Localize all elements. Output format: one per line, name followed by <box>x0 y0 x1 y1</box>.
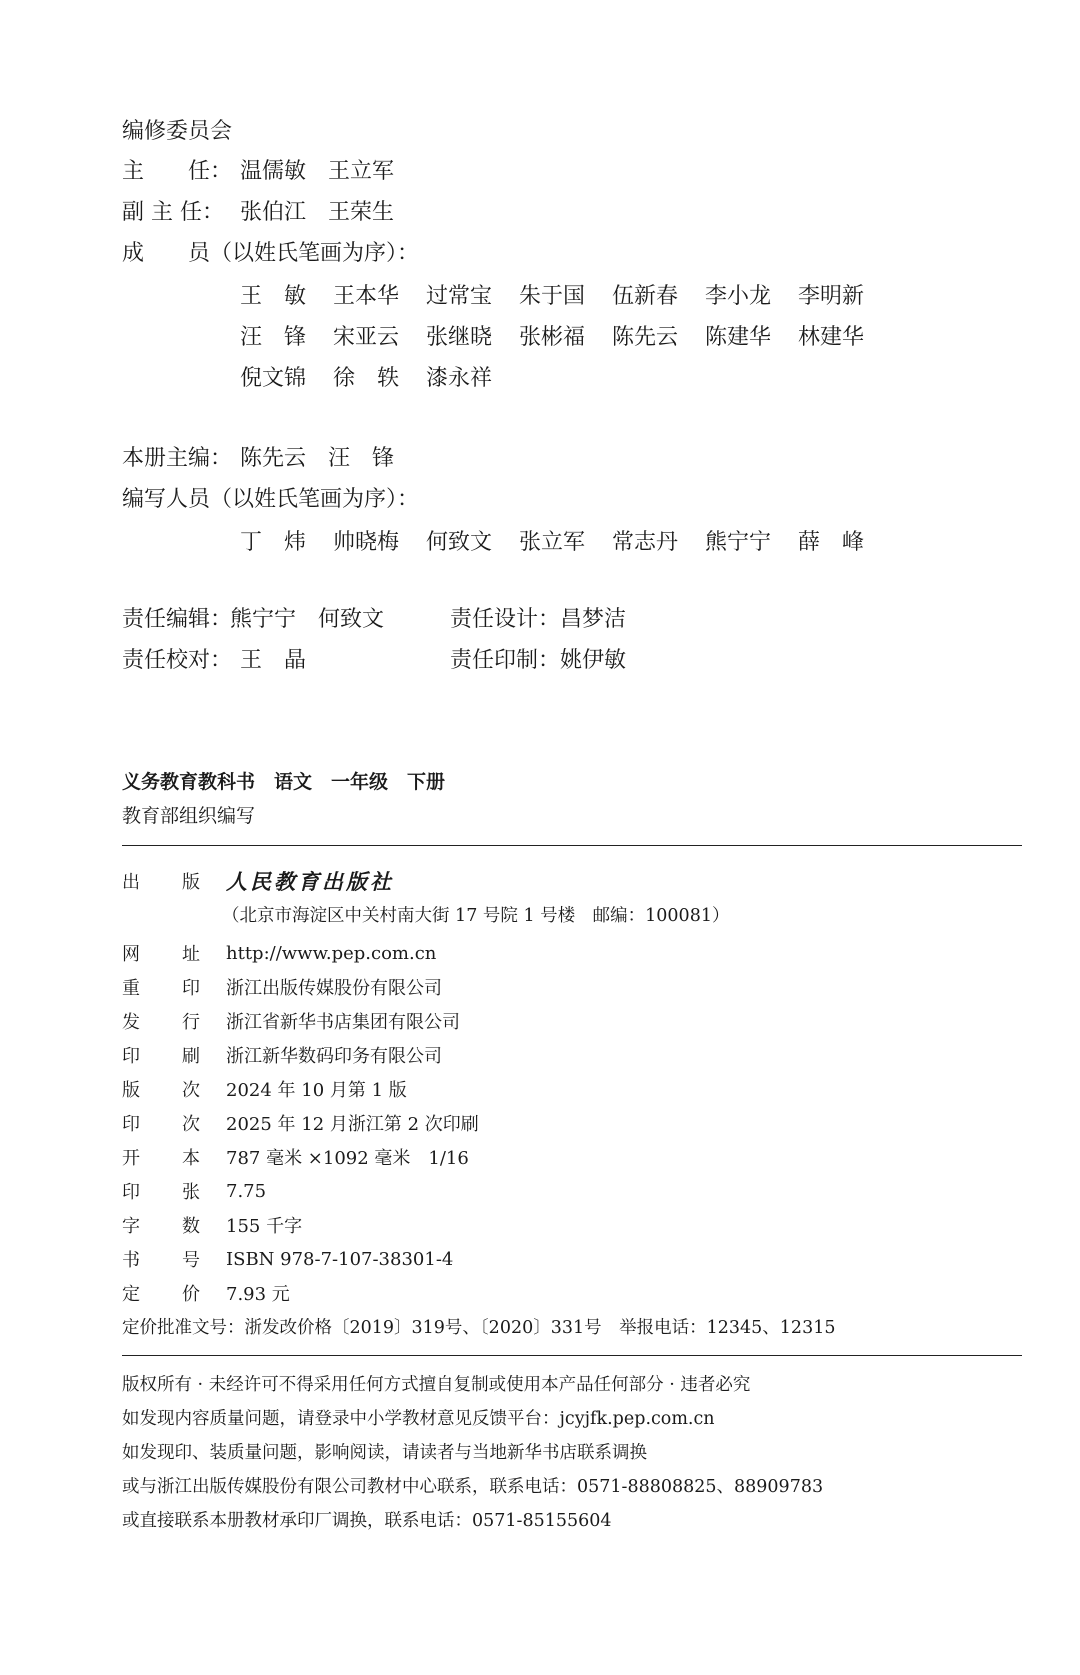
members-row <box>240 315 891 356</box>
publisher-logo: 人民教育出版社 <box>226 869 394 894</box>
publication-row <box>122 1208 302 1242</box>
publication-row-label <box>122 1042 224 1068</box>
chief-editor-label: 本册主编： <box>122 446 233 471</box>
publication-row <box>122 1072 407 1106</box>
member-name: 张彬福 <box>519 325 586 350</box>
label-char: 书 <box>122 1250 140 1271</box>
member-name: 张继晓 <box>426 325 493 350</box>
label-char: 版 <box>182 872 200 893</box>
directors: 温儒敏 王立军 <box>240 159 395 184</box>
responsible-proof: 王 晶 <box>240 648 307 673</box>
publication-row-label <box>122 1144 224 1170</box>
publication-row-value: 2025 年 12 月浙江第 2 次印刷 <box>226 1114 479 1135</box>
responsible-design: 昌梦洁 <box>560 607 627 632</box>
responsible-design-label: 责任设计： <box>450 607 561 632</box>
writer-name: 何致文 <box>426 530 493 555</box>
members-row <box>240 356 891 397</box>
deputy-director-label: 副 主 任： <box>122 200 224 225</box>
publication-row-value: 2024 年 10 月第 1 版 <box>226 1080 407 1101</box>
member-name: 朱于国 <box>519 284 586 309</box>
divider <box>122 1355 1022 1356</box>
publication-row-label <box>122 1110 224 1136</box>
deputy-directors: 张伯江 王荣生 <box>240 200 395 225</box>
label-char: 址 <box>182 944 200 965</box>
book-title: 义务教育教科书 语文 一年级 下册 <box>122 771 446 793</box>
responsible-print-label: 责任印制： <box>450 648 561 673</box>
publication-row-label <box>122 1178 224 1204</box>
publisher-address: （北京市海淀区中关村南大街 17 号院 1 号楼 邮编：100081） <box>222 906 730 926</box>
label-char: 开 <box>122 1148 140 1169</box>
publication-row-label <box>122 1008 224 1034</box>
member-name: 陈建华 <box>705 325 772 350</box>
publication-row-value: 7.75 <box>226 1180 267 1202</box>
label-char: 刷 <box>182 1046 200 1067</box>
notice-line: 如发现内容质量问题，请登录中小学教材意见反馈平台：jcyjfk.pep.com.cn <box>122 1409 715 1429</box>
committee-title: 编修委员会 <box>122 119 233 144</box>
label-char: 定 <box>122 1284 140 1305</box>
publication-row-label <box>122 1246 224 1272</box>
label-char: 号 <box>182 1250 200 1271</box>
label-char: 印 <box>182 978 200 999</box>
price-approval: 定价批准文号：浙发改价格〔2019〕319号、〔2020〕331号 举报电话：12345、12315 <box>122 1318 836 1338</box>
chief-editors: 陈先云 汪 锋 <box>240 446 395 471</box>
member-name: 汪 锋 <box>240 325 307 350</box>
publication-row-label <box>122 1280 224 1306</box>
label-char: 出 <box>122 872 140 893</box>
member-name: 陈先云 <box>612 325 679 350</box>
writer-name: 帅晓梅 <box>333 530 400 555</box>
label-char: 次 <box>182 1114 200 1135</box>
publication-row-value: 787 毫米 ×1092 毫米 1/16 <box>226 1148 469 1169</box>
writer-name: 薛 峰 <box>798 530 865 555</box>
label-char: 数 <box>182 1216 200 1237</box>
writer-name: 常志丹 <box>612 530 679 555</box>
label-char: 行 <box>182 1012 200 1033</box>
divider <box>122 845 1022 846</box>
writer-name: 张立军 <box>519 530 586 555</box>
responsible-editor-label: 责任编辑： <box>122 607 233 632</box>
publication-row-label <box>122 940 224 966</box>
member-name: 王 敏 <box>240 284 307 309</box>
publication-row-label <box>122 974 224 1000</box>
publication-row-value: 155 千字 <box>226 1216 303 1237</box>
publication-row-label <box>122 1076 224 1102</box>
director-label: 主 任： <box>122 159 233 184</box>
publication-row-value: ISBN 978-7-107-38301-4 <box>226 1248 454 1270</box>
member-name: 徐 轶 <box>333 366 400 391</box>
publication-row-value: 浙江省新华书店集团有限公司 <box>226 1012 460 1033</box>
label-char: 发 <box>122 1012 140 1033</box>
label-char: 张 <box>182 1182 200 1203</box>
writers-label: 编写人员（以姓氏笔画为序）： <box>122 487 420 512</box>
publication-row-value: 7.93 元 <box>226 1284 290 1305</box>
label-char: 印 <box>122 1182 140 1203</box>
label-char: 价 <box>182 1284 200 1305</box>
publication-row-value: 浙江出版传媒股份有限公司 <box>226 978 442 999</box>
notice-line: 或直接联系本册教材承印厂调换，联系电话：0571-85155604 <box>122 1511 612 1531</box>
member-name: 李小龙 <box>705 284 772 309</box>
book-compiler: 教育部组织编写 <box>122 805 256 827</box>
label-char: 字 <box>122 1216 140 1237</box>
notice-line: 如发现印、装质量问题，影响阅读，请读者与当地新华书店联系调换 <box>122 1443 647 1463</box>
publication-row <box>122 1242 453 1276</box>
publisher-row <box>122 864 394 898</box>
writer-name: 熊宁宁 <box>705 530 772 555</box>
writers-row <box>240 520 891 561</box>
member-name: 伍新春 <box>612 284 679 309</box>
notice-line: 或与浙江出版传媒股份有限公司教材中心联系，联系电话：0571-88808825、88909783 <box>122 1477 824 1497</box>
publication-row-value: http://www.pep.com.cn <box>226 942 437 964</box>
member-name: 王本华 <box>333 284 400 309</box>
label-char: 印 <box>122 1046 140 1067</box>
writer-name: 丁 炜 <box>240 530 307 555</box>
responsible-proof-label: 责任校对： <box>122 648 233 673</box>
member-name: 林建华 <box>798 325 865 350</box>
member-name: 倪文锦 <box>240 366 307 391</box>
members-list <box>240 274 891 397</box>
publication-row <box>122 1174 266 1208</box>
label-char: 版 <box>122 1080 140 1101</box>
label-char: 网 <box>122 944 140 965</box>
responsible-editors: 熊宁宁 何致文 <box>230 607 385 632</box>
writers-list <box>240 520 891 561</box>
publication-row <box>122 936 436 970</box>
publication-row <box>122 970 442 1004</box>
members-label: 成 员（以姓氏笔画为序）： <box>122 241 420 266</box>
publication-row <box>122 1140 469 1174</box>
member-name: 宋亚云 <box>333 325 400 350</box>
label-char: 本 <box>182 1148 200 1169</box>
responsible-print: 姚伊敏 <box>560 648 627 673</box>
notice-line: 版权所有 · 未经许可不得采用任何方式擅自复制或使用本产品任何部分 · 违者必究 <box>122 1375 751 1395</box>
label-char: 印 <box>122 1114 140 1135</box>
publication-row-value: 浙江新华数码印务有限公司 <box>226 1046 442 1067</box>
publication-row <box>122 1106 479 1140</box>
label-char: 次 <box>182 1080 200 1101</box>
member-name: 过常宝 <box>426 284 493 309</box>
publication-row-label <box>122 1212 224 1238</box>
label-char: 重 <box>122 978 140 999</box>
publisher-label <box>122 868 224 894</box>
member-name: 李明新 <box>798 284 865 309</box>
publication-row <box>122 1276 290 1310</box>
member-name: 漆永祥 <box>426 366 493 391</box>
publication-row <box>122 1004 460 1038</box>
publication-row <box>122 1038 442 1072</box>
members-row <box>240 274 891 315</box>
